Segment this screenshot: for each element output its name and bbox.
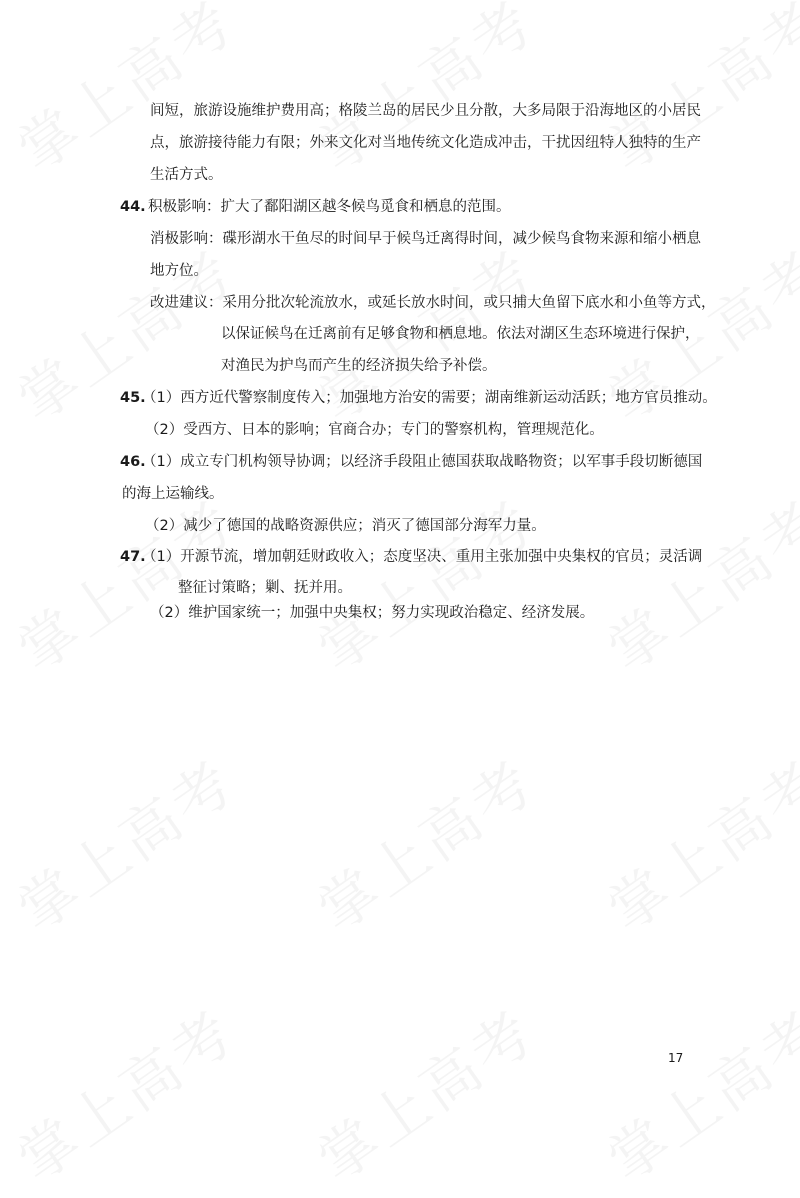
watermark	[588, 986, 800, 1197]
page-number: 17	[668, 1051, 684, 1065]
text-line: 间短，旅游设施维护费用高；格陵兰岛的居民少且分散，大多局限于沿海地区的小居民	[150, 103, 701, 119]
text-line: （2）受西方、日本的影响；官商合办；专门的警察机构，管理规范化。	[145, 422, 604, 438]
text-line: 对渔民为护鸟而产生的经济损失给予补偿。	[221, 358, 497, 374]
text-line: （1）西方近代警察制度传入；加强地方治安的需要；湖南维新运动活跃；地方官员推动。	[142, 390, 717, 406]
watermark	[588, 0, 800, 188]
text-line: （1）成立专门机构领导协调；以经济手段阻止德国获取战略物资；以军事手段切断德国	[142, 454, 703, 470]
text-line: 改进建议：采用分批次轮流放水，或延长放水时间，或只捕大鱼留下底水和小鱼等方式，	[150, 295, 716, 311]
watermark	[588, 476, 800, 687]
watermark	[0, 986, 250, 1197]
watermark	[298, 986, 549, 1197]
text-line: 消极影响：碟形湖水干鱼尽的时间早于候鸟迁离得时间，减少候鸟食物来源和缩小栖息	[150, 231, 701, 247]
text-line: 点，旅游接待能力有限；外来文化对当地传统文化造成冲击，干扰因纽特人独特的生产	[150, 135, 701, 151]
text-line: （1）开源节流，增加朝廷财政收入；态度坚决、重用主张加强中央集权的官员；灵活调	[142, 549, 703, 565]
question-number: 47.	[120, 549, 146, 565]
question-number: 44.	[120, 199, 146, 215]
text-line: 的海上运输线。	[122, 486, 224, 502]
text-line: 地方位。	[150, 263, 208, 279]
watermark	[588, 736, 800, 947]
text-line: 积极影响：扩大了鄱阳湖区越冬候鸟觅食和栖息的范围。	[148, 199, 511, 215]
watermark	[0, 0, 250, 188]
text-line: 整征讨策略；剿、抚并用。	[178, 580, 352, 596]
watermark	[0, 736, 250, 947]
watermark	[298, 0, 549, 188]
question-number: 45.	[120, 390, 146, 406]
text-line: 生活方式。	[150, 167, 223, 183]
watermark	[298, 736, 549, 947]
text-line: 以保证候鸟在迁离前有足够食物和栖息地。依法对湖区生态环境进行保护，	[221, 326, 700, 342]
text-line: （2）维护国家统一；加强中央集权；努力实现政治稳定、经济发展。	[150, 605, 595, 621]
text-line: （2）减少了德国的战略资源供应；消灭了德国部分海军力量。	[145, 518, 546, 534]
question-number: 46.	[120, 454, 146, 470]
